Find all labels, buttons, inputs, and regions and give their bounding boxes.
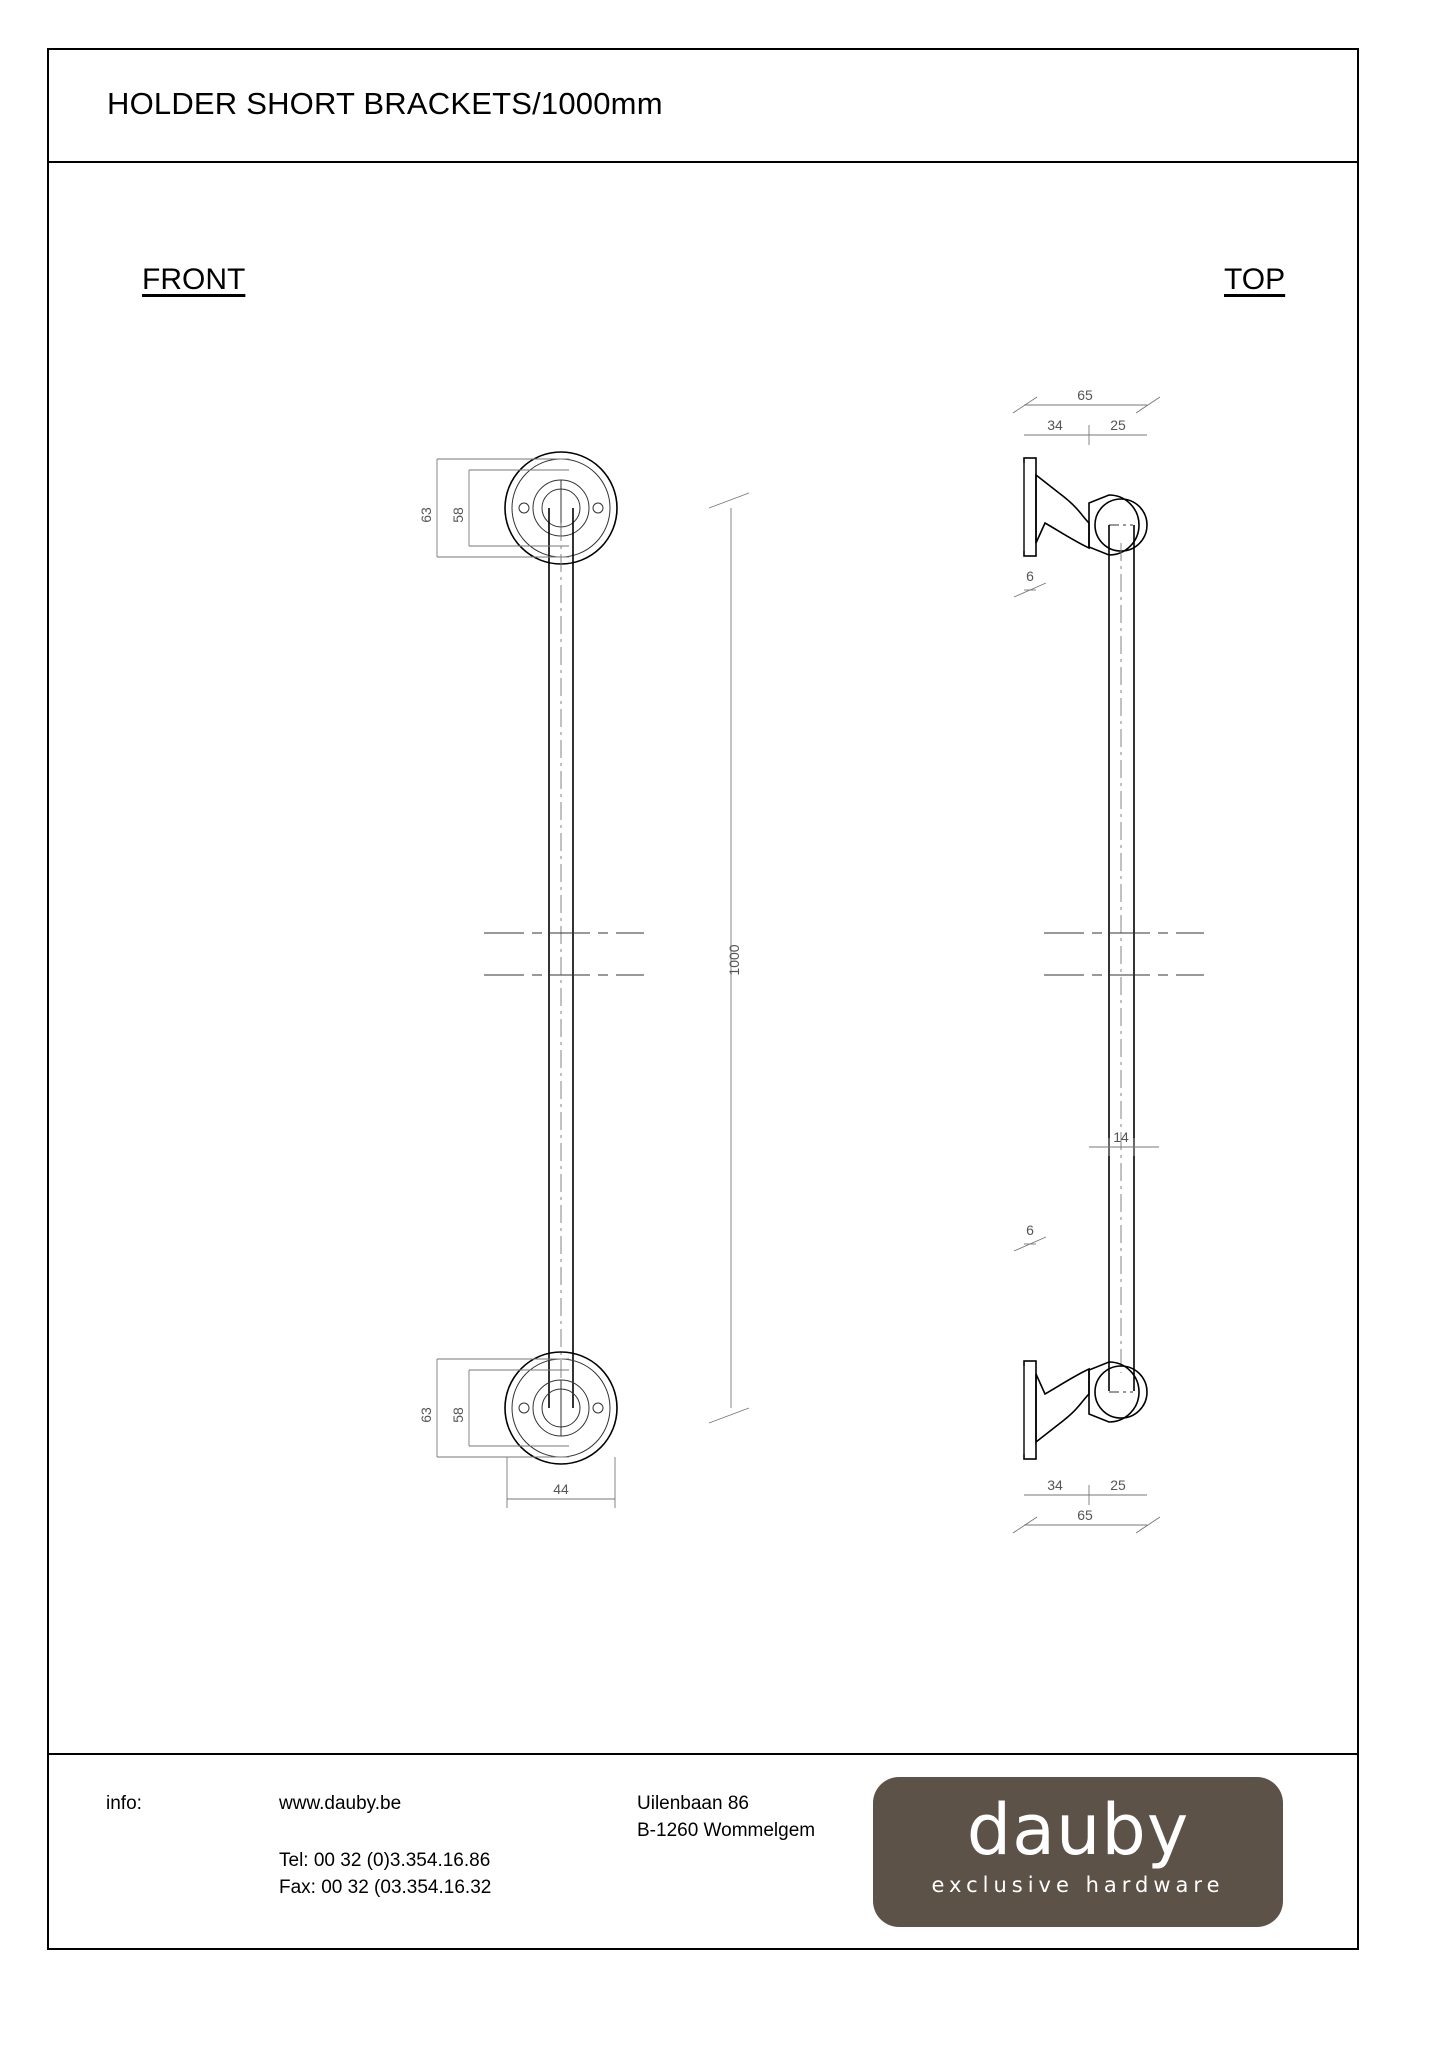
dim-bottom-25: 25 <box>1110 1477 1126 1493</box>
drawing-sheet <box>47 48 1359 1950</box>
front-overall-dimension <box>709 493 749 1423</box>
footer-fax: Fax: 00 32 (03.354.16.32 <box>279 1877 492 1898</box>
dim-top-25: 25 <box>1110 417 1126 433</box>
footer-website[interactable]: www.dauby.be <box>279 1793 402 1814</box>
footer-info-label: info: <box>106 1793 142 1814</box>
dim-top-65: 65 <box>1077 387 1093 403</box>
top-view-label: TOP <box>1224 263 1286 296</box>
dim-overall-1000: 1000 <box>726 944 742 976</box>
dim-front-top-63: 63 <box>418 507 434 523</box>
logo-brand-name: dauby <box>966 1789 1190 1871</box>
footer-city: B-1260 Wommelgem <box>637 1820 816 1841</box>
title-block <box>49 50 1357 163</box>
dim-top-14: 14 <box>1113 1129 1129 1145</box>
top-lower-bracket <box>1024 1361 1147 1459</box>
dim-bottom-plate-6: 6 <box>1026 1222 1034 1238</box>
dim-bottom-34: 34 <box>1047 1477 1063 1493</box>
footer-block <box>49 1753 1357 1948</box>
technical-drawing <box>49 163 1357 1757</box>
top-lower-dimensions <box>1013 1222 1160 1533</box>
front-view-group <box>418 452 749 1508</box>
dim-top-plate-6: 6 <box>1026 568 1034 584</box>
dim-front-bottom-58: 58 <box>450 1407 466 1423</box>
top-tube <box>1109 525 1134 1391</box>
front-top-dimensions <box>418 459 569 557</box>
front-tube <box>549 508 573 1408</box>
page-title: HOLDER SHORT BRACKETS/1000mm <box>107 86 663 121</box>
top-view-group <box>1013 387 1204 1533</box>
footer-street: Uilenbaan 86 <box>637 1793 749 1814</box>
logo-tagline: exclusive hardware <box>931 1873 1225 1897</box>
top-upper-bracket <box>1024 458 1147 556</box>
top-upper-dimensions <box>1013 387 1160 597</box>
drawing-canvas <box>49 163 1357 1757</box>
dim-front-bottom-44: 44 <box>553 1481 569 1497</box>
dim-bottom-65: 65 <box>1077 1507 1093 1523</box>
front-view-label: FRONT <box>142 263 246 296</box>
dim-front-bottom-63: 63 <box>418 1407 434 1423</box>
front-bottom-dimensions <box>418 1359 615 1508</box>
top-break-lines <box>1044 933 1204 975</box>
dauby-logo <box>873 1777 1283 1927</box>
front-break-lines <box>484 933 644 975</box>
top-tube-diameter-dimension <box>1089 1129 1159 1156</box>
dim-top-34: 34 <box>1047 417 1063 433</box>
dim-front-top-58: 58 <box>450 507 466 523</box>
footer-telephone: Tel: 00 32 (0)3.354.16.86 <box>279 1850 491 1871</box>
